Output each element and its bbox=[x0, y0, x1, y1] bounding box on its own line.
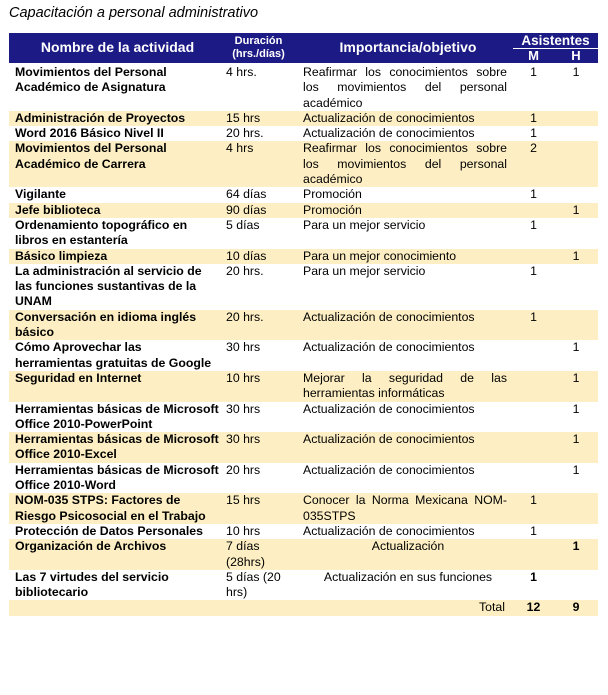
attendees-h: 1 bbox=[554, 371, 598, 402]
activity-duration: 20 hrs. bbox=[226, 263, 264, 278]
activity-name: Ordenamiento topográfico en libros en estantería bbox=[15, 217, 188, 248]
table-row bbox=[9, 493, 598, 524]
attendees-m bbox=[513, 340, 554, 371]
activity-name: Administración de Proyectos bbox=[9, 111, 220, 126]
activity-name: Jefe biblioteca bbox=[9, 203, 220, 218]
activity-name: Conversación en idioma inglés básico bbox=[9, 310, 220, 341]
attendees-h: 1 bbox=[572, 65, 580, 79]
total-spacer bbox=[9, 600, 220, 615]
activity-name: Movimientos del Personal Académico de Carrera bbox=[9, 141, 220, 187]
table-row bbox=[9, 524, 598, 539]
attendees-m bbox=[513, 432, 554, 463]
activity-importance: Actualización de conocimientos bbox=[303, 126, 475, 141]
attendees-m: 1 bbox=[530, 187, 537, 202]
activity-duration: 20 hrs. bbox=[220, 310, 297, 341]
activity-duration: 10 hrs bbox=[226, 523, 261, 538]
attendees-h: 1 bbox=[554, 249, 598, 264]
activity-name: Movimientos del Personal Académico de Asignatura bbox=[15, 65, 167, 95]
attendees-h bbox=[554, 524, 598, 539]
activity-importance: Promoción bbox=[297, 203, 513, 218]
attendees-m: 1 bbox=[530, 217, 537, 232]
attendees-m: 1 bbox=[530, 65, 537, 79]
attendees-m bbox=[513, 203, 554, 218]
attendees-m bbox=[513, 402, 554, 433]
attendees-m: 1 bbox=[530, 569, 537, 584]
table-header bbox=[9, 33, 598, 64]
activity-importance: Actualización de conocimientos bbox=[303, 340, 475, 355]
table-row bbox=[9, 432, 598, 463]
activity-duration: 15 hrs bbox=[220, 493, 297, 524]
activity-importance: Actualización en sus funciones bbox=[323, 569, 493, 584]
table-row bbox=[9, 126, 598, 141]
attendees-h bbox=[554, 264, 598, 310]
activity-importance: Para un mejor conocimiento bbox=[297, 249, 513, 264]
activity-name: Organización de Archivos bbox=[9, 539, 220, 570]
activity-importance: Actualización de conocimientos bbox=[297, 432, 513, 463]
attendees-h: 1 bbox=[572, 340, 580, 355]
activity-duration: 10 hrs bbox=[220, 371, 297, 402]
attendees-h bbox=[554, 126, 598, 141]
total-label: Total bbox=[297, 600, 513, 615]
attendees-h: 1 bbox=[554, 203, 598, 218]
attendees-h bbox=[554, 141, 598, 187]
activity-duration: 20 hrs bbox=[226, 462, 261, 477]
activity-duration: 30 hrs bbox=[226, 401, 261, 416]
attendees-h bbox=[554, 111, 598, 126]
activity-name: La administración al servicio de las funciones sustantivas de la UNAM bbox=[15, 263, 202, 309]
activity-importance: Actualización de conocimientos bbox=[303, 462, 475, 477]
attendees-h: 1 bbox=[572, 401, 580, 416]
attendees-m bbox=[513, 371, 554, 402]
attendees-m: 1 bbox=[513, 310, 554, 341]
activity-importance: Promoción bbox=[303, 187, 362, 202]
activity-duration: 20 hrs. bbox=[226, 126, 264, 141]
total-m: 12 bbox=[513, 600, 554, 615]
attendees-m bbox=[513, 463, 554, 494]
attendees-h: 1 bbox=[572, 462, 580, 477]
attendees-h bbox=[554, 493, 598, 524]
table-row bbox=[9, 218, 598, 249]
activity-importance: Reafirmar los conocimientos sobre los movimientos del personal académico bbox=[297, 141, 513, 187]
activity-name: Básico limpieza bbox=[9, 249, 220, 264]
total-row bbox=[9, 600, 598, 615]
activity-name: Seguridad en Internet bbox=[9, 371, 220, 402]
attendees-m: 1 bbox=[513, 493, 554, 524]
attendees-m bbox=[513, 539, 554, 570]
attendees-m: 1 bbox=[530, 263, 537, 278]
activity-name: Las 7 virtudes del servicio bibliotecario bbox=[15, 569, 169, 600]
activity-duration: 15 hrs bbox=[220, 111, 297, 126]
activity-importance: Actualización de conocimientos bbox=[297, 111, 513, 126]
activity-name: Cómo Aprovechar las herramientas gratuitas de Google bbox=[15, 340, 212, 370]
activity-duration: 64 días bbox=[226, 187, 267, 202]
header-duration-line2: (hrs./días) bbox=[232, 48, 285, 60]
activity-duration: 30 hrs bbox=[226, 340, 261, 355]
table-row bbox=[9, 203, 598, 218]
activity-duration: 5 días (20 hrs) bbox=[226, 569, 281, 600]
attendees-h bbox=[554, 570, 598, 601]
header-attendees: Asistentes bbox=[513, 33, 598, 49]
table-row bbox=[9, 402, 598, 433]
attendees-m: 1 bbox=[513, 111, 554, 126]
activity-duration: 5 días bbox=[226, 217, 260, 232]
attendees-m: 2 bbox=[513, 141, 554, 187]
activity-name: NOM-035 STPS: Factores de Riesgo Psicosocial en el Trabajo bbox=[9, 493, 220, 524]
activity-duration: 4 hrs bbox=[220, 141, 297, 187]
table-caption: Capacitación a personal administrativo bbox=[9, 5, 259, 21]
table-row bbox=[9, 463, 598, 494]
activity-duration: 4 hrs. bbox=[226, 65, 257, 79]
total-h: 9 bbox=[554, 600, 598, 615]
table-row bbox=[9, 570, 598, 601]
total-spacer bbox=[220, 600, 297, 615]
activity-importance: Actualización de conocimientos bbox=[303, 523, 475, 538]
attendees-h: 1 bbox=[554, 432, 598, 463]
activity-name: Herramientas básicas de Microsoft Office 2010-Excel bbox=[9, 432, 220, 463]
attendees-h: 1 bbox=[554, 539, 598, 570]
header-duration-line1: Duración bbox=[234, 35, 283, 47]
activity-duration: 90 días bbox=[220, 203, 297, 218]
table-row bbox=[9, 111, 598, 126]
activity-duration: 30 hrs bbox=[220, 432, 297, 463]
header-activity: Nombre de la actividad bbox=[9, 33, 220, 64]
table-row bbox=[9, 141, 598, 187]
header-importance: Importancia/objetivo bbox=[297, 33, 513, 64]
activity-importance: Conocer la Norma Mexicana NOM-035STPS bbox=[297, 493, 513, 524]
header-h: H bbox=[554, 49, 598, 65]
table-body bbox=[9, 64, 598, 600]
table-row bbox=[9, 340, 598, 371]
header-duration bbox=[220, 33, 297, 64]
activity-duration: 10 días bbox=[220, 249, 297, 264]
header-m: M bbox=[513, 49, 554, 65]
table-row bbox=[9, 371, 598, 402]
attendees-m bbox=[513, 249, 554, 264]
training-table bbox=[9, 33, 598, 616]
attendees-h bbox=[554, 218, 598, 249]
attendees-m: 1 bbox=[530, 126, 537, 141]
attendees-m: 1 bbox=[530, 523, 537, 538]
activity-importance: Actualización bbox=[297, 539, 513, 570]
activity-importance: Reafirmar los conocimientos sobre los movimientos del personal académico bbox=[303, 65, 507, 110]
table-row bbox=[9, 249, 598, 264]
activity-importance: Actualización de conocimientos bbox=[297, 310, 513, 341]
table-row bbox=[9, 264, 598, 310]
activity-name: Vigilante bbox=[15, 187, 67, 202]
table-row bbox=[9, 64, 598, 111]
activity-name: Protección de Datos Personales bbox=[15, 523, 203, 538]
table-row bbox=[9, 187, 598, 202]
table-row bbox=[9, 310, 598, 341]
attendees-h bbox=[554, 187, 598, 202]
activity-name: Herramientas básicas de Microsoft Office 2010-Word bbox=[15, 462, 219, 493]
attendees-h bbox=[554, 310, 598, 341]
activity-importance: Para un mejor servicio bbox=[303, 217, 426, 232]
activity-duration: 7 días (28hrs) bbox=[220, 539, 297, 570]
activity-name: Herramientas básicas de Microsoft Office 2010-PowerPoint bbox=[15, 401, 219, 431]
table-row bbox=[9, 539, 598, 570]
activity-importance: Mejorar la seguridad de las herramientas informáticas bbox=[297, 371, 513, 402]
activity-importance: Para un mejor servicio bbox=[303, 263, 426, 278]
activity-importance: Actualización de conocimientos bbox=[303, 401, 475, 416]
activity-name: Word 2016 Básico Nivel II bbox=[15, 126, 164, 141]
